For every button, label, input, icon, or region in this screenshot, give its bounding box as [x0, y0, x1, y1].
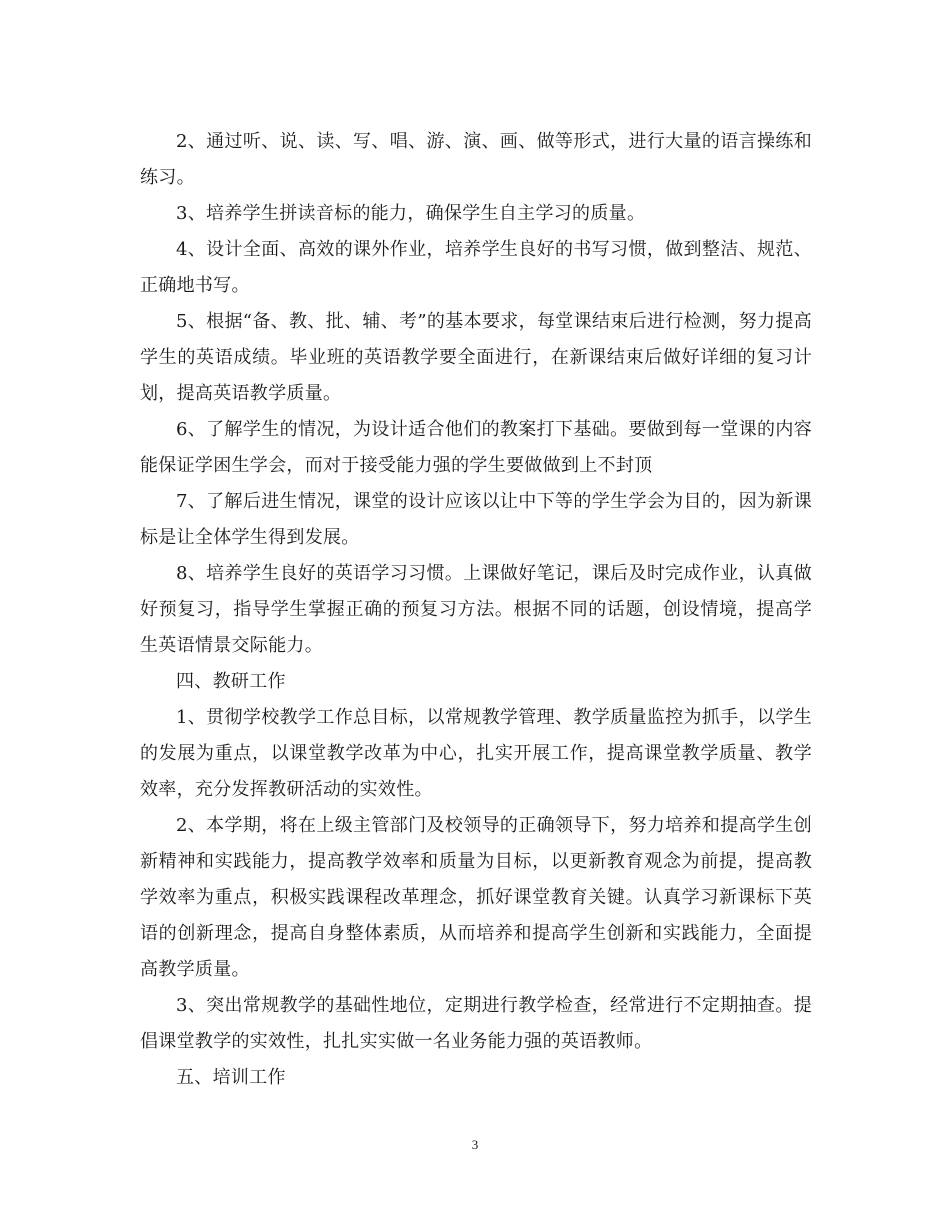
page-number: 3 [471, 1137, 479, 1152]
paragraph-item-8: 8、培养学生良好的英语学习习惯。上课做好笔记，课后及时完成作业，认真做好预复习，指导学生掌握正确的预复习方法。根据不同的话题，创设情境，提高学生英语情景交际能力。 [140, 563, 812, 656]
section-heading-training: 五、培训工作 [176, 1067, 286, 1088]
paragraph-item-7: 7、了解后进生情况，课堂的设计应该以让中下等的学生学会为目的，因为新课标是让全体学生得到发展。 [140, 491, 812, 548]
paragraph-item-4: 4、设计全面、高效的课外作业，培养学生良好的书写习惯，做到整洁、规范、正确地书写。 [140, 239, 812, 296]
document-body [140, 124, 812, 1096]
paragraph-item-6: 6、了解学生的情况，为设计适合他们的教案打下基础。要做到每一堂课的内容能保证学困生学会，而对于接受能力强的学生要做做到上不封顶 [140, 419, 812, 476]
paragraph-item-5: 5、根据“备、教、批、辅、考”的基本要求，每堂课结束后进行检测，努力提高学生的英语成绩。毕业班的英语教学要全面进行，在新课结束后做好详细的复习计划，提高英语教学质量。 [140, 311, 812, 404]
paragraph-research-2: 2、本学期，将在上级主管部门及校领导的正确领导下，努力培养和提高学生创新精神和实践能力，提高教学效率和质量为目标，以更新教育观念为前提，提高教学效率为重点，积极实践课程改革理念，抓好课堂教育关键。认真学习新课标下英语的创新理念，提高自身整体素质，从而培养和提高学生创新和实践能力，全面提高教学质量。 [140, 815, 812, 980]
paragraph-item-2: 2、通过听、说、读、写、唱、游、演、画、做等形式，进行大量的语言操练和练习。 [140, 131, 812, 188]
section-heading-teaching-research: 四、教研工作 [176, 671, 286, 692]
paragraph-research-3: 3、突出常规教学的基础性地位，定期进行教学检查，经常进行不定期抽查。提倡课堂教学的实效性，扎扎实实做一名业务能力强的英语教师。 [140, 995, 812, 1052]
paragraph-item-3: 3、培养学生拼读音标的能力，确保学生自主学习的质量。 [176, 203, 646, 224]
paragraph-research-1: 1、贯彻学校教学工作总目标，以常规教学管理、教学质量监控为抓手，以学生的发展为重点，以课堂教学改革为中心，扎实开展工作，提高课堂教学质量、教学效率，充分发挥教研活动的实效性。 [140, 707, 812, 800]
